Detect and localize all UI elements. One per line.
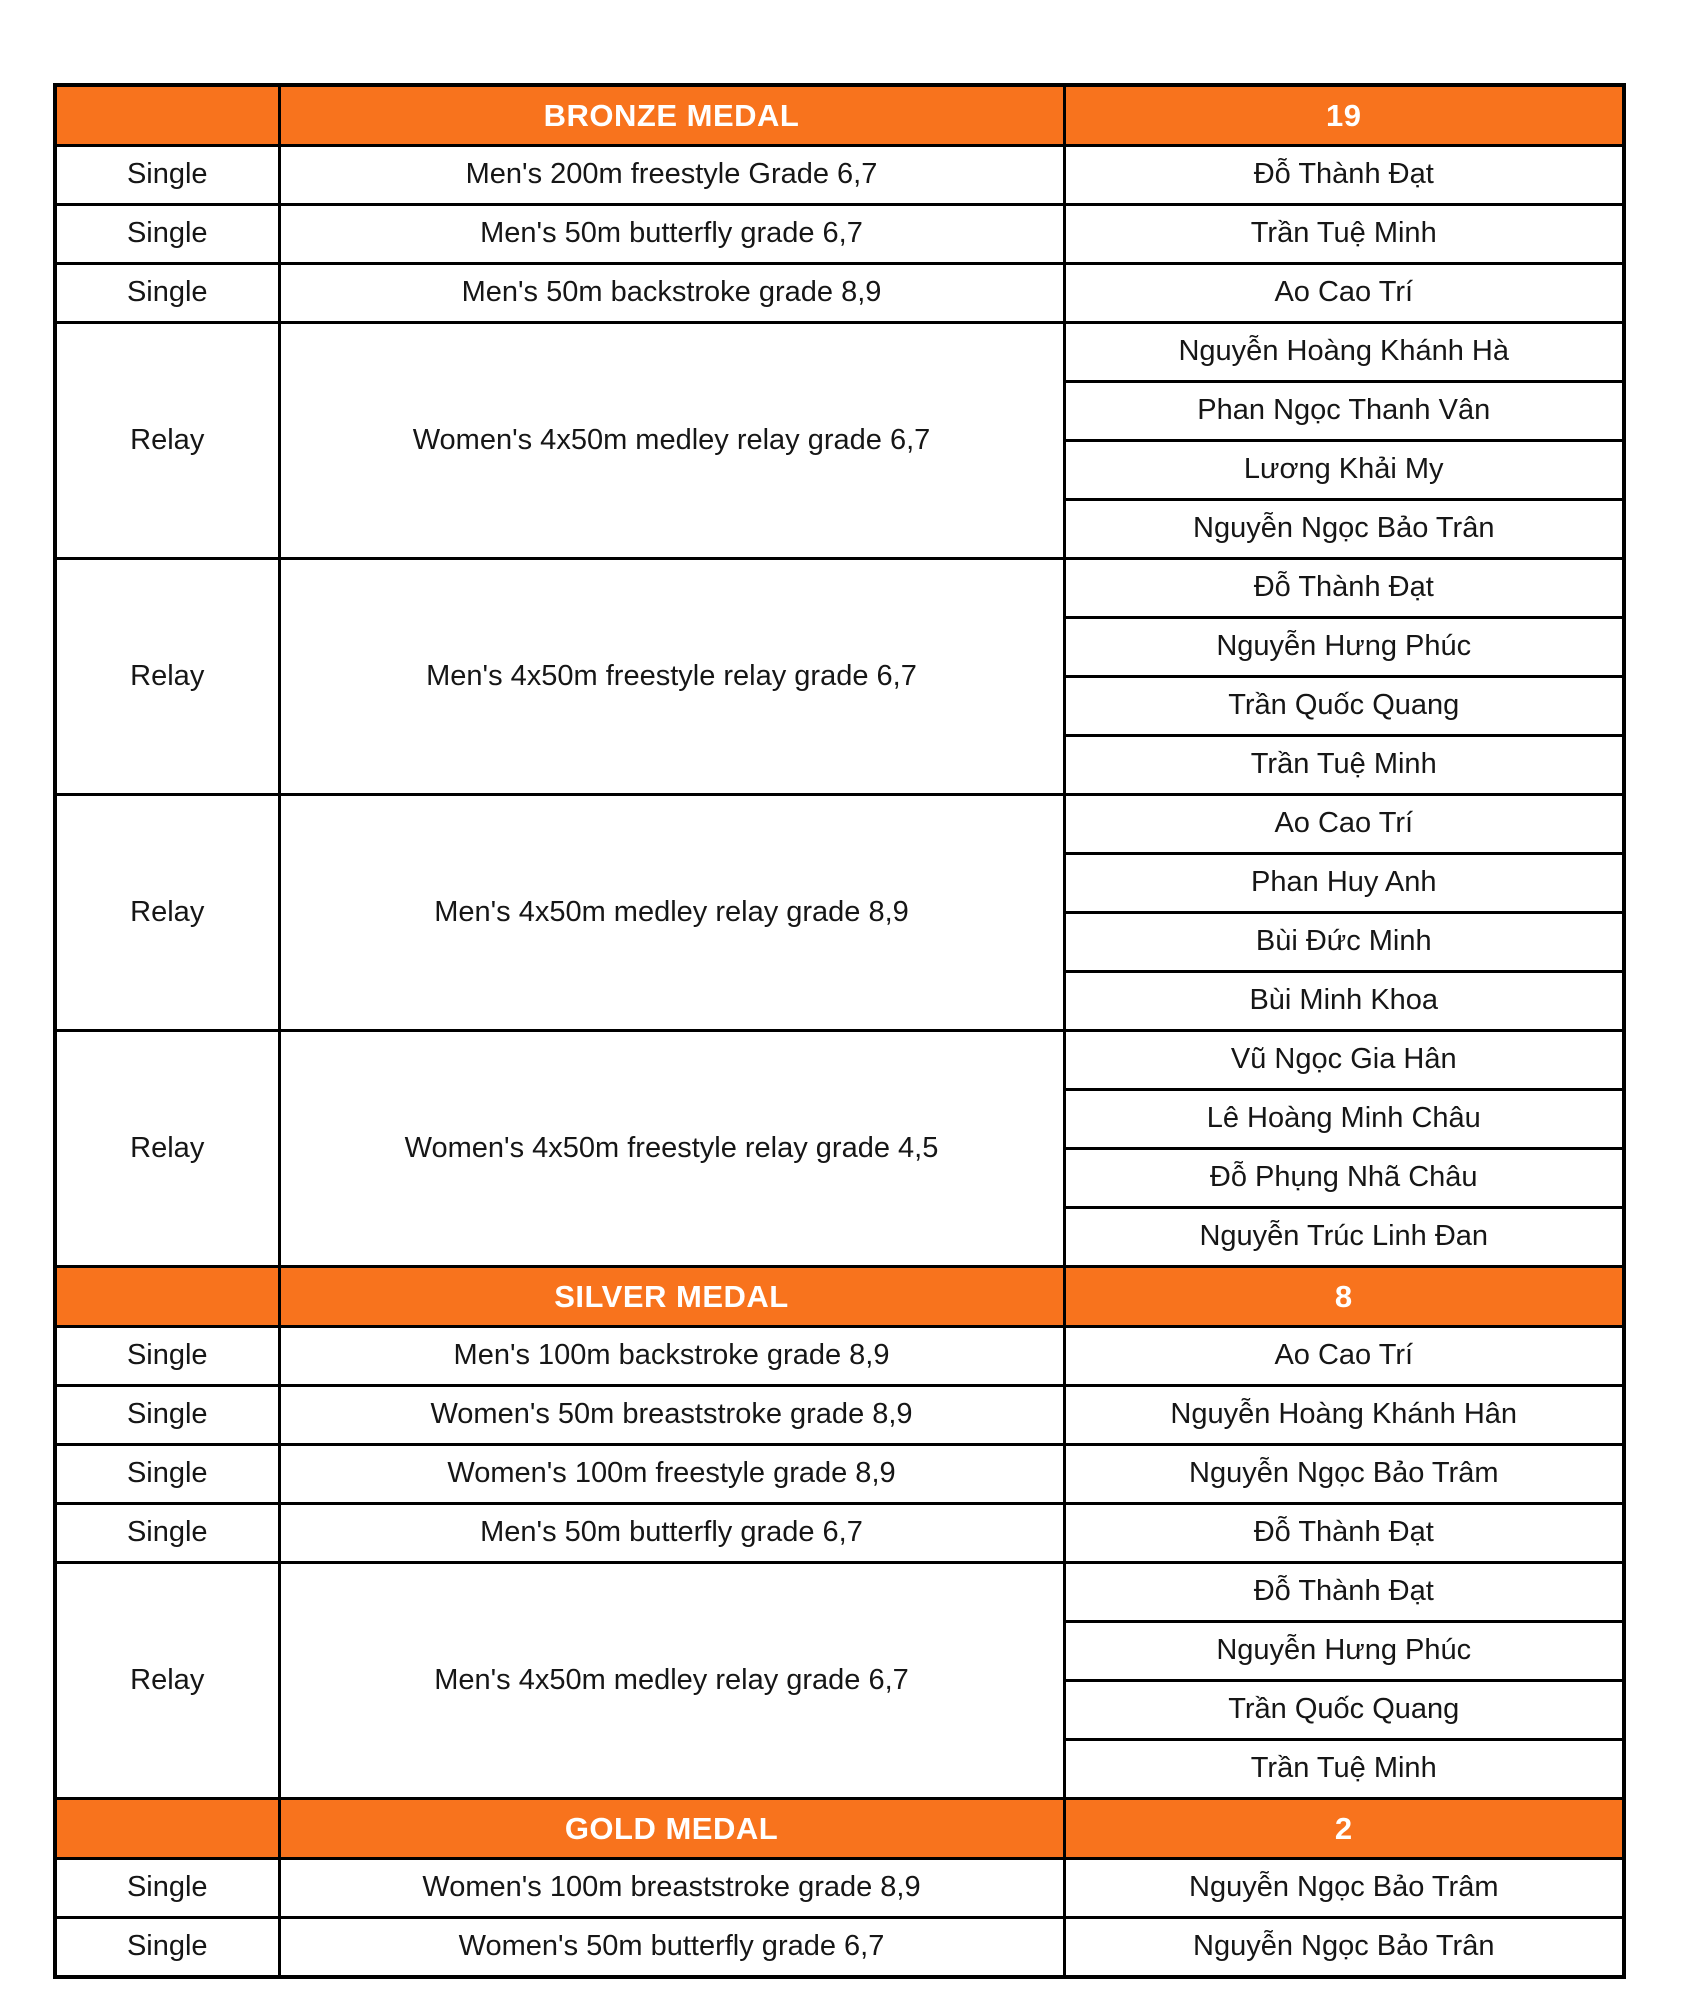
athlete-name-cell: Nguyễn Hưng Phúc bbox=[1064, 1622, 1624, 1681]
athlete-name-cell: Đỗ Thành Đạt bbox=[1064, 1504, 1624, 1563]
athlete-name-cell: Đỗ Phụng Nhã Châu bbox=[1064, 1149, 1624, 1208]
athlete-name-cell: Trần Quốc Quang bbox=[1064, 677, 1624, 736]
entry-type-cell: Single bbox=[55, 1504, 279, 1563]
entry-type-cell: Single bbox=[55, 1918, 279, 1978]
entry-row bbox=[55, 1327, 1624, 1386]
section-header-spacer-cell bbox=[55, 85, 279, 146]
entry-type-cell: Single bbox=[55, 1859, 279, 1918]
entry-type-cell: Relay bbox=[55, 795, 279, 1031]
medal-table-body bbox=[55, 85, 1624, 1977]
entry-row bbox=[55, 1445, 1624, 1504]
section-title-cell: GOLD MEDAL bbox=[279, 1799, 1064, 1859]
athlete-name-cell: Lê Hoàng Minh Châu bbox=[1064, 1090, 1624, 1149]
athlete-name-cell: Nguyễn Hoàng Khánh Hân bbox=[1064, 1386, 1624, 1445]
entry-event-cell: Men's 50m butterfly grade 6,7 bbox=[279, 1504, 1064, 1563]
section-title-cell: SILVER MEDAL bbox=[279, 1267, 1064, 1327]
entry-event-cell: Women's 4x50m freestyle relay grade 4,5 bbox=[279, 1031, 1064, 1267]
entry-row bbox=[55, 264, 1624, 323]
entry-event-cell: Men's 4x50m medley relay grade 6,7 bbox=[279, 1563, 1064, 1799]
entry-type-cell: Relay bbox=[55, 1031, 279, 1267]
athlete-name-cell: Bùi Minh Khoa bbox=[1064, 972, 1624, 1031]
athlete-name-cell: Đỗ Thành Đạt bbox=[1064, 1563, 1624, 1622]
entry-type-cell: Relay bbox=[55, 323, 279, 559]
section-count-cell: 19 bbox=[1064, 85, 1624, 146]
section-header-row bbox=[55, 1267, 1624, 1327]
section-header-row bbox=[55, 1799, 1624, 1859]
section-count-cell: 8 bbox=[1064, 1267, 1624, 1327]
entry-row bbox=[55, 1504, 1624, 1563]
entry-event-cell: Women's 50m butterfly grade 6,7 bbox=[279, 1918, 1064, 1978]
entry-row bbox=[55, 323, 1624, 382]
athlete-name-cell: Nguyễn Ngọc Bảo Trâm bbox=[1064, 1859, 1624, 1918]
athlete-name-cell: Ao Cao Trí bbox=[1064, 1327, 1624, 1386]
section-title-cell: BRONZE MEDAL bbox=[279, 85, 1064, 146]
athlete-name-cell: Phan Huy Anh bbox=[1064, 854, 1624, 913]
athlete-name-cell: Lương Khải My bbox=[1064, 441, 1624, 500]
athlete-name-cell: Nguyễn Ngọc Bảo Trân bbox=[1064, 500, 1624, 559]
athlete-name-cell: Nguyễn Hưng Phúc bbox=[1064, 618, 1624, 677]
medal-table bbox=[53, 83, 1626, 1979]
entry-event-cell: Men's 100m backstroke grade 8,9 bbox=[279, 1327, 1064, 1386]
entry-row bbox=[55, 1386, 1624, 1445]
athlete-name-cell: Nguyễn Trúc Linh Đan bbox=[1064, 1208, 1624, 1267]
athlete-name-cell: Đỗ Thành Đạt bbox=[1064, 559, 1624, 618]
entry-row bbox=[55, 1859, 1624, 1918]
section-header-spacer-cell bbox=[55, 1267, 279, 1327]
athlete-name-cell: Nguyễn Ngọc Bảo Trân bbox=[1064, 1918, 1624, 1978]
section-count-cell: 2 bbox=[1064, 1799, 1624, 1859]
entry-row bbox=[55, 205, 1624, 264]
entry-type-cell: Single bbox=[55, 1386, 279, 1445]
entry-type-cell: Single bbox=[55, 264, 279, 323]
medal-results-region bbox=[53, 83, 1626, 1979]
section-header-spacer-cell bbox=[55, 1799, 279, 1859]
athlete-name-cell: Vũ Ngọc Gia Hân bbox=[1064, 1031, 1624, 1090]
entry-type-cell: Single bbox=[55, 146, 279, 205]
entry-event-cell: Women's 100m breaststroke grade 8,9 bbox=[279, 1859, 1064, 1918]
athlete-name-cell: Phan Ngọc Thanh Vân bbox=[1064, 382, 1624, 441]
entry-row bbox=[55, 1918, 1624, 1978]
athlete-name-cell: Trần Tuệ Minh bbox=[1064, 205, 1624, 264]
entry-type-cell: Relay bbox=[55, 559, 279, 795]
entry-row bbox=[55, 1563, 1624, 1622]
entry-event-cell: Women's 100m freestyle grade 8,9 bbox=[279, 1445, 1064, 1504]
entry-row bbox=[55, 559, 1624, 618]
entry-event-cell: Men's 4x50m freestyle relay grade 6,7 bbox=[279, 559, 1064, 795]
athlete-name-cell: Nguyễn Hoàng Khánh Hà bbox=[1064, 323, 1624, 382]
athlete-name-cell: Trần Tuệ Minh bbox=[1064, 1740, 1624, 1799]
entry-event-cell: Men's 4x50m medley relay grade 8,9 bbox=[279, 795, 1064, 1031]
entry-event-cell: Men's 50m backstroke grade 8,9 bbox=[279, 264, 1064, 323]
entry-type-cell: Single bbox=[55, 1327, 279, 1386]
athlete-name-cell: Ao Cao Trí bbox=[1064, 795, 1624, 854]
entry-row bbox=[55, 795, 1624, 854]
entry-event-cell: Women's 4x50m medley relay grade 6,7 bbox=[279, 323, 1064, 559]
athlete-name-cell: Bùi Đức Minh bbox=[1064, 913, 1624, 972]
section-header-row bbox=[55, 85, 1624, 146]
entry-type-cell: Single bbox=[55, 1445, 279, 1504]
entry-row bbox=[55, 1031, 1624, 1090]
athlete-name-cell: Trần Tuệ Minh bbox=[1064, 736, 1624, 795]
entry-event-cell: Men's 50m butterfly grade 6,7 bbox=[279, 205, 1064, 264]
athlete-name-cell: Trần Quốc Quang bbox=[1064, 1681, 1624, 1740]
entry-type-cell: Relay bbox=[55, 1563, 279, 1799]
athlete-name-cell: Đỗ Thành Đạt bbox=[1064, 146, 1624, 205]
athlete-name-cell: Nguyễn Ngọc Bảo Trâm bbox=[1064, 1445, 1624, 1504]
athlete-name-cell: Ao Cao Trí bbox=[1064, 264, 1624, 323]
entry-event-cell: Women's 50m breaststroke grade 8,9 bbox=[279, 1386, 1064, 1445]
entry-event-cell: Men's 200m freestyle Grade 6,7 bbox=[279, 146, 1064, 205]
entry-row bbox=[55, 146, 1624, 205]
entry-type-cell: Single bbox=[55, 205, 279, 264]
